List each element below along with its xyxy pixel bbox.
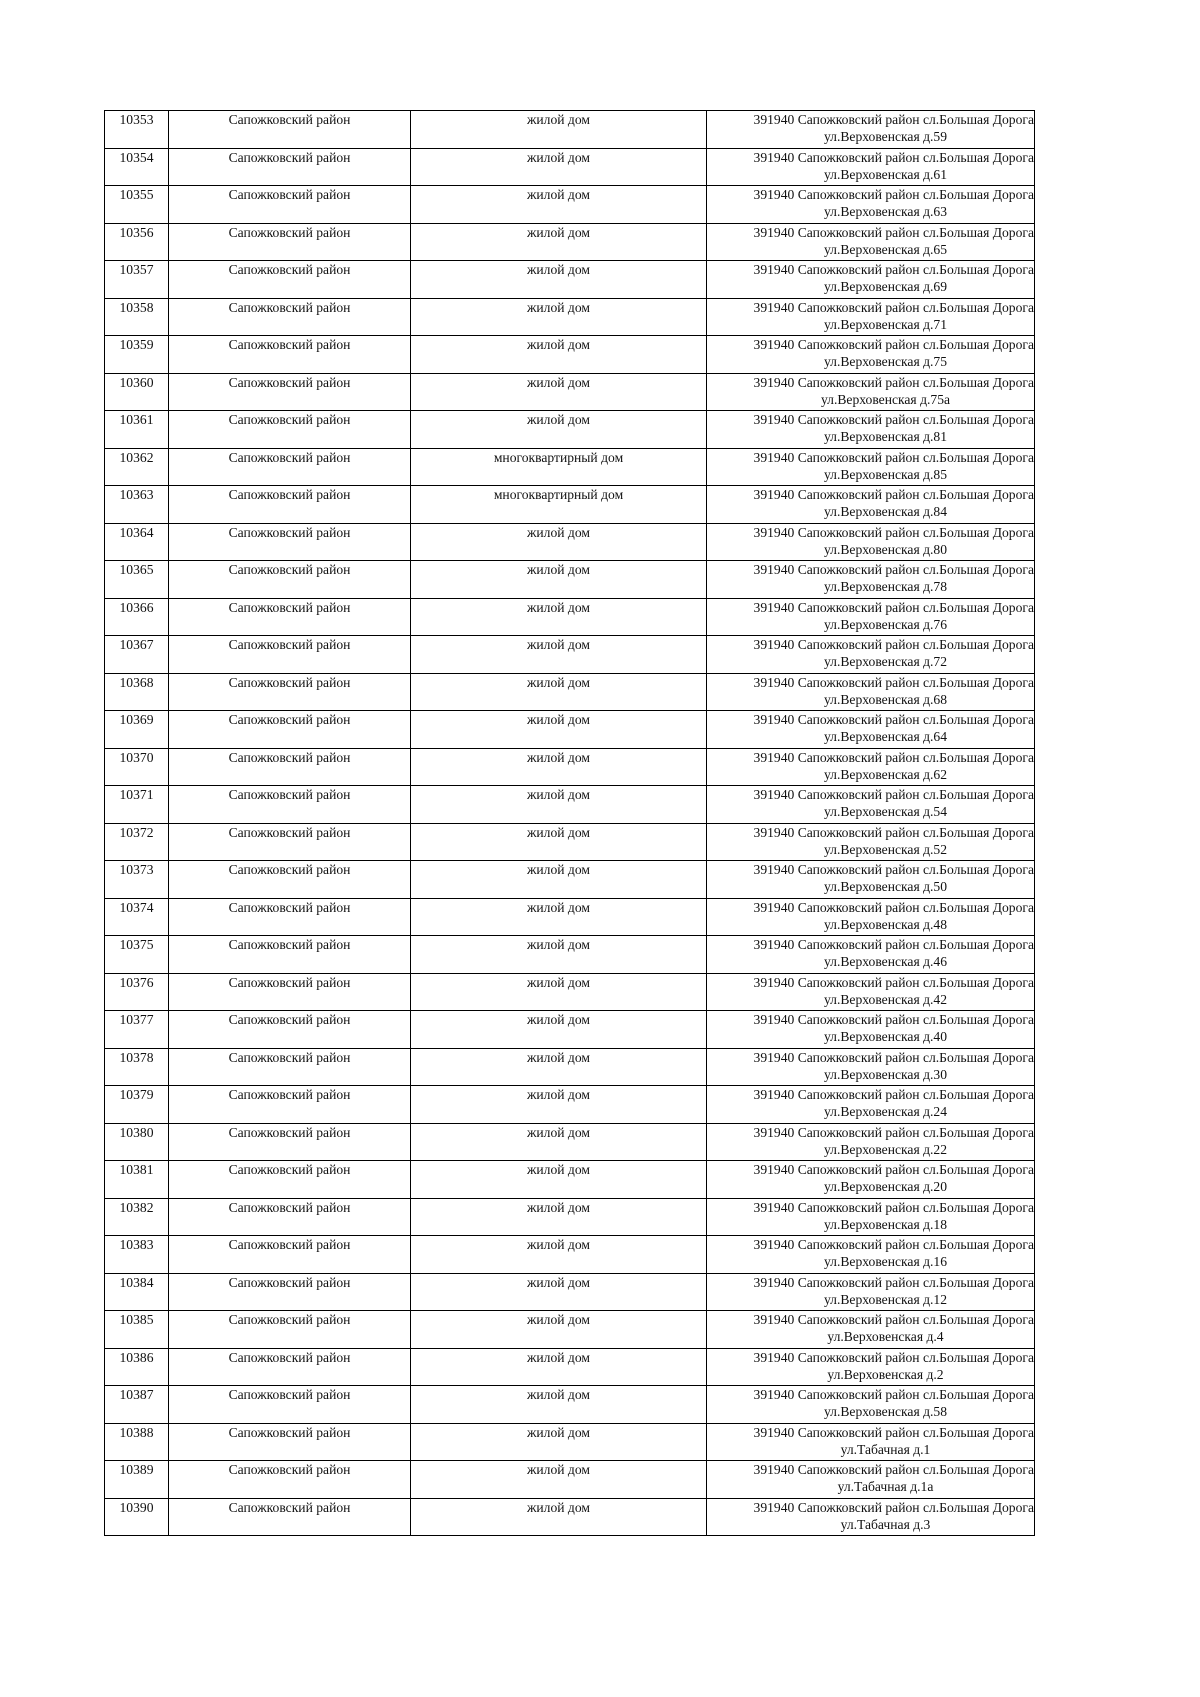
district-cell: Сапожковский район <box>169 148 411 186</box>
building-type-cell: жилой дом <box>411 1086 707 1124</box>
building-type-cell: жилой дом <box>411 1311 707 1349</box>
record-number-cell: 10388 <box>105 1423 169 1461</box>
address-cell <box>707 786 1035 824</box>
address-line-street: ул.Верховенская д.78 <box>823 579 948 594</box>
record-number-cell: 10373 <box>105 861 169 899</box>
address-line-locality: 391940 Сапожковский район сл.Большая Дорога <box>753 787 1034 802</box>
table-row <box>105 748 1035 786</box>
district-cell: Сапожковский район <box>169 1048 411 1086</box>
address-line-locality: 391940 Сапожковский район сл.Большая Дорога <box>753 487 1034 502</box>
building-type-cell: жилой дом <box>411 561 707 599</box>
address-line-street: ул.Верховенская д.24 <box>823 1104 948 1119</box>
record-number-cell: 10358 <box>105 298 169 336</box>
district-cell: Сапожковский район <box>169 673 411 711</box>
building-type-cell: жилой дом <box>411 373 707 411</box>
address-cell <box>707 1311 1035 1349</box>
district-cell: Сапожковский район <box>169 898 411 936</box>
address-line-street: ул.Верховенская д.40 <box>823 1029 948 1044</box>
address-line-locality: 391940 Сапожковский район сл.Большая Дорога <box>753 262 1034 277</box>
address-line-street: ул.Верховенская д.69 <box>823 279 948 294</box>
record-number-cell: 10383 <box>105 1236 169 1274</box>
address-line-locality: 391940 Сапожковский район сл.Большая Дорога <box>753 824 1034 840</box>
building-type-cell: жилой дом <box>411 748 707 786</box>
address-cell <box>707 861 1035 899</box>
record-number-cell: 10379 <box>105 1086 169 1124</box>
building-type-cell: жилой дом <box>411 636 707 674</box>
address-line-street: ул.Верховенская д.81 <box>823 429 948 444</box>
address-line-locality: 391940 Сапожковский район сл.Большая Дорога <box>753 1087 1034 1102</box>
address-line-locality: 391940 Сапожковский район сл.Большая Дорога <box>753 1499 1034 1515</box>
district-cell: Сапожковский район <box>169 1311 411 1349</box>
address-cell <box>707 823 1035 861</box>
document-page <box>104 110 1034 1536</box>
building-type-cell: многоквартирный дом <box>411 448 707 486</box>
record-number-cell: 10381 <box>105 1161 169 1199</box>
address-cell <box>707 486 1035 524</box>
address-cell <box>707 1236 1035 1274</box>
address-line-locality: 391940 Сапожковский район сл.Большая Дорога <box>753 1312 1034 1327</box>
table-row <box>105 973 1035 1011</box>
district-cell: Сапожковский район <box>169 1498 411 1536</box>
address-line-locality: 391940 Сапожковский район сл.Большая Дорога <box>753 337 1034 352</box>
record-number-cell: 10368 <box>105 673 169 711</box>
district-cell: Сапожковский район <box>169 1273 411 1311</box>
district-cell: Сапожковский район <box>169 1123 411 1161</box>
table-row <box>105 673 1035 711</box>
address-cell <box>707 448 1035 486</box>
address-cell <box>707 898 1035 936</box>
address-cell <box>707 261 1035 299</box>
address-line-locality: 391940 Сапожковский район сл.Большая Дорога <box>753 1199 1034 1215</box>
building-type-cell: жилой дом <box>411 1011 707 1049</box>
table-row <box>105 936 1035 974</box>
address-line-locality: 391940 Сапожковский район сл.Большая Дорога <box>753 862 1034 877</box>
building-type-cell: жилой дом <box>411 298 707 336</box>
building-type-cell: жилой дом <box>411 936 707 974</box>
address-line-street: ул.Верховенская д.20 <box>823 1179 948 1194</box>
record-number-cell: 10380 <box>105 1123 169 1161</box>
table-row <box>105 448 1035 486</box>
address-cell <box>707 748 1035 786</box>
address-line-street: ул.Верховенская д.62 <box>823 766 948 782</box>
table-row <box>105 1161 1035 1199</box>
record-number-cell: 10364 <box>105 523 169 561</box>
district-cell: Сапожковский район <box>169 786 411 824</box>
building-type-cell: жилой дом <box>411 1498 707 1536</box>
district-cell: Сапожковский район <box>169 336 411 374</box>
record-number-cell: 10378 <box>105 1048 169 1086</box>
record-number-cell: 10366 <box>105 598 169 636</box>
district-cell: Сапожковский район <box>169 448 411 486</box>
table-row <box>105 298 1035 336</box>
table-row <box>105 786 1035 824</box>
address-line-locality: 391940 Сапожковский район сл.Большая Дорога <box>753 974 1034 990</box>
building-type-cell: жилой дом <box>411 786 707 824</box>
address-cell <box>707 1423 1035 1461</box>
table-row <box>105 823 1035 861</box>
district-cell: Сапожковский район <box>169 598 411 636</box>
building-type-cell: жилой дом <box>411 1386 707 1424</box>
address-line-street: ул.Верховенская д.50 <box>823 879 948 894</box>
building-type-cell: жилой дом <box>411 1423 707 1461</box>
record-number-cell: 10376 <box>105 973 169 1011</box>
table-row <box>105 561 1035 599</box>
address-line-street: ул.Верховенская д.16 <box>823 1254 948 1269</box>
record-number-cell: 10354 <box>105 148 169 186</box>
building-type-cell: жилой дом <box>411 111 707 149</box>
district-cell: Сапожковский район <box>169 636 411 674</box>
address-line-street: ул.Верховенская д.18 <box>823 1216 948 1232</box>
building-type-cell: жилой дом <box>411 186 707 224</box>
address-cell <box>707 373 1035 411</box>
building-type-cell: жилой дом <box>411 148 707 186</box>
building-type-cell: жилой дом <box>411 673 707 711</box>
address-line-locality: 391940 Сапожковский район сл.Большая Дорога <box>753 1124 1034 1140</box>
address-line-street: ул.Табачная д.1 <box>840 1441 931 1457</box>
address-line-street: ул.Верховенская д.80 <box>823 541 948 557</box>
table-row <box>105 411 1035 449</box>
building-type-cell: жилой дом <box>411 1273 707 1311</box>
table-row <box>105 1311 1035 1349</box>
building-type-cell: жилой дом <box>411 973 707 1011</box>
address-line-street: ул.Верховенская д.12 <box>823 1291 948 1307</box>
address-line-locality: 391940 Сапожковский район сл.Большая Дорога <box>753 1162 1034 1177</box>
building-type-cell: жилой дом <box>411 1461 707 1499</box>
district-cell: Сапожковский район <box>169 936 411 974</box>
address-cell <box>707 1498 1035 1536</box>
address-cell <box>707 148 1035 186</box>
address-line-street: ул.Верховенская д.58 <box>823 1404 948 1419</box>
address-line-locality: 391940 Сапожковский район сл.Большая Дорога <box>753 562 1034 577</box>
address-line-street: ул.Верховенская д.61 <box>823 166 948 182</box>
district-cell: Сапожковский район <box>169 1011 411 1049</box>
address-line-street: ул.Верховенская д.75а <box>820 391 951 407</box>
table-row <box>105 598 1035 636</box>
building-type-cell: жилой дом <box>411 261 707 299</box>
address-cell <box>707 223 1035 261</box>
record-number-cell: 10369 <box>105 711 169 749</box>
record-number-cell: 10357 <box>105 261 169 299</box>
district-cell: Сапожковский район <box>169 486 411 524</box>
table-row <box>105 636 1035 674</box>
district-cell: Сапожковский район <box>169 373 411 411</box>
record-number-cell: 10387 <box>105 1386 169 1424</box>
table-row <box>105 1386 1035 1424</box>
address-cell <box>707 1461 1035 1499</box>
table-row <box>105 1461 1035 1499</box>
record-number-cell: 10386 <box>105 1348 169 1386</box>
address-line-locality: 391940 Сапожковский район сл.Большая Дорога <box>753 224 1034 240</box>
building-type-cell: жилой дом <box>411 898 707 936</box>
building-type-cell: жилой дом <box>411 1161 707 1199</box>
registry-table-body <box>105 111 1035 1536</box>
record-number-cell: 10377 <box>105 1011 169 1049</box>
address-line-street: ул.Верховенская д.68 <box>823 691 948 707</box>
district-cell: Сапожковский район <box>169 1236 411 1274</box>
address-line-locality: 391940 Сапожковский район сл.Большая Дорога <box>753 674 1034 690</box>
table-row <box>105 261 1035 299</box>
district-cell: Сапожковский район <box>169 748 411 786</box>
address-cell <box>707 1086 1035 1124</box>
district-cell: Сапожковский район <box>169 261 411 299</box>
district-cell: Сапожковский район <box>169 1423 411 1461</box>
district-cell: Сапожковский район <box>169 523 411 561</box>
record-number-cell: 10371 <box>105 786 169 824</box>
record-number-cell: 10353 <box>105 111 169 149</box>
record-number-cell: 10360 <box>105 373 169 411</box>
record-number-cell: 10375 <box>105 936 169 974</box>
record-number-cell: 10362 <box>105 448 169 486</box>
district-cell: Сапожковский район <box>169 1386 411 1424</box>
district-cell: Сапожковский район <box>169 861 411 899</box>
table-row <box>105 336 1035 374</box>
building-type-cell: жилой дом <box>411 598 707 636</box>
table-row <box>105 711 1035 749</box>
address-cell <box>707 1161 1035 1199</box>
address-line-street: ул.Верховенская д.64 <box>823 729 948 744</box>
district-cell: Сапожковский район <box>169 1348 411 1386</box>
address-line-street: ул.Верховенская д.63 <box>823 204 948 219</box>
address-cell <box>707 298 1035 336</box>
building-type-cell: жилой дом <box>411 523 707 561</box>
district-cell: Сапожковский район <box>169 1198 411 1236</box>
address-line-locality: 391940 Сапожковский район сл.Большая Дорога <box>753 1237 1034 1252</box>
table-row <box>105 186 1035 224</box>
district-cell: Сапожковский район <box>169 111 411 149</box>
address-line-locality: 391940 Сапожковский район сл.Большая Дорога <box>753 637 1034 652</box>
address-line-street: ул.Верховенская д.75 <box>823 354 948 369</box>
address-line-locality: 391940 Сапожковский район сл.Большая Дорога <box>753 299 1034 315</box>
address-line-street: ул.Верховенская д.71 <box>823 316 948 332</box>
address-line-locality: 391940 Сапожковский район сл.Большая Дорога <box>753 1012 1034 1027</box>
address-cell <box>707 336 1035 374</box>
address-line-locality: 391940 Сапожковский район сл.Большая Дорога <box>753 187 1034 202</box>
table-row <box>105 1048 1035 1086</box>
address-line-street: ул.Верховенская д.76 <box>823 616 948 632</box>
record-number-cell: 10374 <box>105 898 169 936</box>
building-type-cell: жилой дом <box>411 861 707 899</box>
address-line-locality: 391940 Сапожковский район сл.Большая Дорога <box>753 937 1034 952</box>
address-cell <box>707 1011 1035 1049</box>
address-cell <box>707 1386 1035 1424</box>
address-cell <box>707 561 1035 599</box>
address-line-locality: 391940 Сапожковский район сл.Большая Дорога <box>753 1462 1034 1477</box>
district-cell: Сапожковский район <box>169 223 411 261</box>
address-line-street: ул.Верховенская д.30 <box>823 1066 948 1082</box>
address-cell <box>707 1048 1035 1086</box>
table-row <box>105 523 1035 561</box>
record-number-cell: 10382 <box>105 1198 169 1236</box>
address-line-locality: 391940 Сапожковский район сл.Большая Дорога <box>753 149 1034 165</box>
address-line-locality: 391940 Сапожковский район сл.Большая Дорога <box>753 712 1034 727</box>
building-type-cell: жилой дом <box>411 711 707 749</box>
address-line-street: ул.Табачная д.1а <box>837 1479 934 1494</box>
record-number-cell: 10385 <box>105 1311 169 1349</box>
building-type-cell: жилой дом <box>411 1048 707 1086</box>
address-cell <box>707 411 1035 449</box>
address-cell <box>707 711 1035 749</box>
address-line-locality: 391940 Сапожковский район сл.Большая Дорога <box>753 449 1034 465</box>
table-row <box>105 861 1035 899</box>
record-number-cell: 10355 <box>105 186 169 224</box>
address-cell <box>707 936 1035 974</box>
record-number-cell: 10370 <box>105 748 169 786</box>
building-type-cell: жилой дом <box>411 1348 707 1386</box>
district-cell: Сапожковский район <box>169 298 411 336</box>
address-line-street: ул.Верховенская д.72 <box>823 654 948 669</box>
address-line-locality: 391940 Сапожковский район сл.Большая Дорога <box>753 112 1034 127</box>
address-cell <box>707 186 1035 224</box>
table-row <box>105 1011 1035 1049</box>
record-number-cell: 10363 <box>105 486 169 524</box>
address-line-street: ул.Верховенская д.46 <box>823 954 948 969</box>
table-row <box>105 1348 1035 1386</box>
record-number-cell: 10389 <box>105 1461 169 1499</box>
address-line-street: ул.Верховенская д.42 <box>823 991 948 1007</box>
address-cell <box>707 523 1035 561</box>
address-line-street: ул.Верховенская д.65 <box>823 241 948 257</box>
record-number-cell: 10390 <box>105 1498 169 1536</box>
address-line-locality: 391940 Сапожковский район сл.Большая Дорога <box>753 1349 1034 1365</box>
address-cell <box>707 598 1035 636</box>
address-line-street: ул.Табачная д.3 <box>840 1516 931 1532</box>
address-line-locality: 391940 Сапожковский район сл.Большая Дорога <box>753 412 1034 427</box>
address-line-locality: 391940 Сапожковский район сл.Большая Дорога <box>753 1049 1034 1065</box>
table-row <box>105 1086 1035 1124</box>
table-row <box>105 1423 1035 1461</box>
record-number-cell: 10359 <box>105 336 169 374</box>
address-cell <box>707 1273 1035 1311</box>
record-number-cell: 10372 <box>105 823 169 861</box>
record-number-cell: 10384 <box>105 1273 169 1311</box>
address-line-locality: 391940 Сапожковский район сл.Большая Дорога <box>753 749 1034 765</box>
address-line-street: ул.Верховенская д.85 <box>823 466 948 482</box>
table-row <box>105 148 1035 186</box>
address-line-locality: 391940 Сапожковский район сл.Большая Дорога <box>753 524 1034 540</box>
housing-registry-table <box>104 110 1035 1536</box>
table-row <box>105 1123 1035 1161</box>
district-cell: Сапожковский район <box>169 561 411 599</box>
address-line-locality: 391940 Сапожковский район сл.Большая Дорога <box>753 899 1034 915</box>
building-type-cell: жилой дом <box>411 1236 707 1274</box>
district-cell: Сапожковский район <box>169 1461 411 1499</box>
record-number-cell: 10361 <box>105 411 169 449</box>
building-type-cell: жилой дом <box>411 1123 707 1161</box>
building-type-cell: жилой дом <box>411 336 707 374</box>
address-cell <box>707 973 1035 1011</box>
table-row <box>105 223 1035 261</box>
address-line-locality: 391940 Сапожковский район сл.Большая Дорога <box>753 1424 1034 1440</box>
address-line-locality: 391940 Сапожковский район сл.Большая Дорога <box>753 374 1034 390</box>
record-number-cell: 10365 <box>105 561 169 599</box>
district-cell: Сапожковский район <box>169 973 411 1011</box>
building-type-cell: жилой дом <box>411 823 707 861</box>
table-row <box>105 898 1035 936</box>
address-line-street: ул.Верховенская д.54 <box>823 804 948 819</box>
record-number-cell: 10367 <box>105 636 169 674</box>
building-type-cell: жилой дом <box>411 1198 707 1236</box>
address-cell <box>707 111 1035 149</box>
address-line-street: ул.Верховенская д.52 <box>823 841 948 857</box>
address-cell <box>707 1123 1035 1161</box>
address-cell <box>707 1198 1035 1236</box>
district-cell: Сапожковский район <box>169 1086 411 1124</box>
building-type-cell: жилой дом <box>411 411 707 449</box>
table-row <box>105 1498 1035 1536</box>
table-row <box>105 1273 1035 1311</box>
address-line-street: ул.Верховенская д.59 <box>823 129 948 144</box>
building-type-cell: многоквартирный дом <box>411 486 707 524</box>
address-cell <box>707 1348 1035 1386</box>
address-line-locality: 391940 Сапожковский район сл.Большая Дорога <box>753 1274 1034 1290</box>
table-row <box>105 373 1035 411</box>
address-cell <box>707 636 1035 674</box>
address-line-street: ул.Верховенская д.4 <box>827 1329 944 1344</box>
district-cell: Сапожковский район <box>169 823 411 861</box>
building-type-cell: жилой дом <box>411 223 707 261</box>
table-row <box>105 111 1035 149</box>
address-line-street: ул.Верховенская д.84 <box>823 504 948 519</box>
table-row <box>105 486 1035 524</box>
district-cell: Сапожковский район <box>169 711 411 749</box>
address-cell <box>707 673 1035 711</box>
address-line-street: ул.Верховенская д.22 <box>823 1141 948 1157</box>
district-cell: Сапожковский район <box>169 186 411 224</box>
district-cell: Сапожковский район <box>169 1161 411 1199</box>
table-row <box>105 1236 1035 1274</box>
district-cell: Сапожковский район <box>169 411 411 449</box>
record-number-cell: 10356 <box>105 223 169 261</box>
address-line-locality: 391940 Сапожковский район сл.Большая Дорога <box>753 599 1034 615</box>
address-line-street: ул.Верховенская д.2 <box>827 1366 944 1382</box>
address-line-street: ул.Верховенская д.48 <box>823 916 948 932</box>
table-row <box>105 1198 1035 1236</box>
address-line-locality: 391940 Сапожковский район сл.Большая Дорога <box>753 1387 1034 1402</box>
